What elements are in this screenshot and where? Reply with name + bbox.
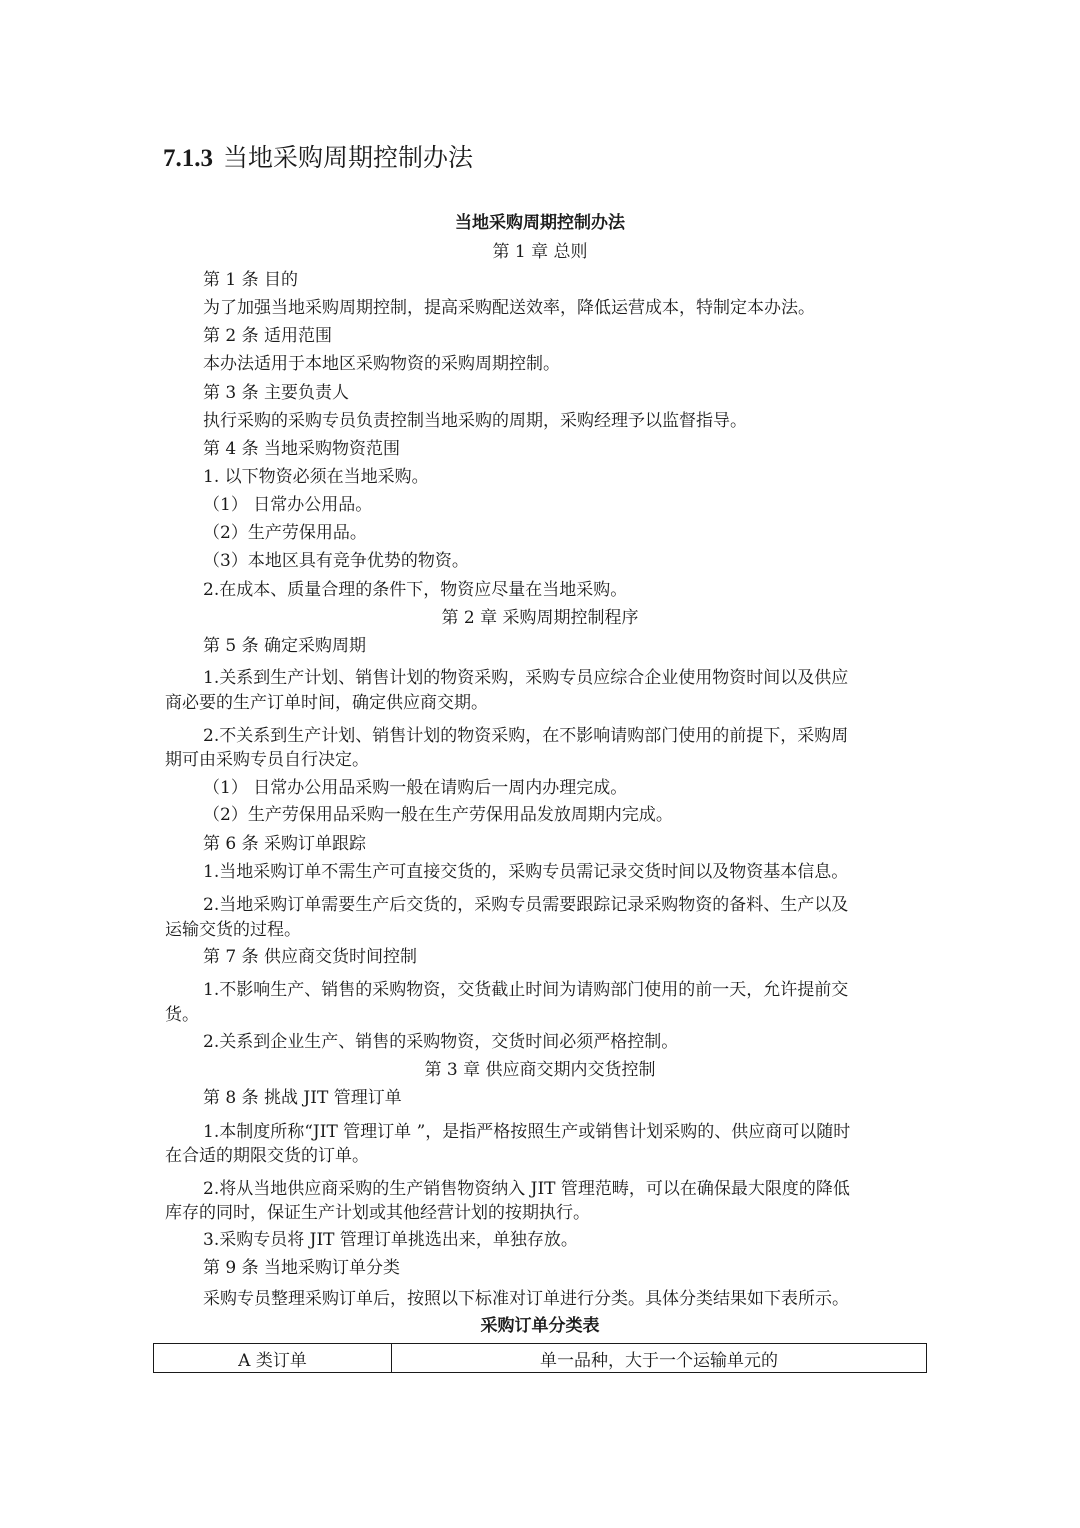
table-cell: A 类订单 [154, 1344, 392, 1373]
paragraph-line: 2.当地采购订单需要生产后交货的，采购专员需要跟踪记录采购物资的备料、生产以及 [203, 895, 849, 915]
article-heading: 第 9 条 当地采购订单分类 [203, 1258, 401, 1278]
paragraph-line: 1. 以下物资必须在当地采购。 [203, 467, 429, 487]
article-heading: 第 8 条 挑战 JIT 管理订单 [203, 1088, 402, 1108]
table-row [154, 1344, 927, 1373]
paragraph-line: 2.在成本、质量合理的条件下，物资应尽量在当地采购。 [203, 580, 628, 600]
paragraph-line: 为了加强当地采购周期控制，提高采购配送效率，降低运营成本，特制定本办法。 [203, 298, 815, 318]
paragraph-line: 运输交货的过程。 [165, 920, 301, 940]
list-item: （2）生产劳保用品。 [203, 523, 367, 543]
list-item: （2）生产劳保用品采购一般在生产劳保用品发放周期内完成。 [203, 805, 673, 825]
paragraph-line: 1.本制度所称“JIT 管理订单 ”，是指严格按照生产或销售计划采购的、供应商可以随时 [203, 1122, 851, 1142]
paragraph-line: 1.当地采购订单不需生产可直接交货的，采购专员需记录交货时间以及物资基本信息。 [203, 862, 849, 882]
section-heading [163, 140, 473, 177]
paragraph-line: 期可由采购专员自行决定。 [165, 750, 369, 770]
list-item: （1） 日常办公用品。 [203, 495, 373, 515]
table-cell: 单一品种，大于一个运输单元的 [392, 1344, 927, 1373]
order-classification-table [153, 1343, 927, 1373]
paragraph-line: 2.不关系到生产计划、销售计划的物资采购，在不影响请购部门使用的前提下，采购周 [203, 726, 849, 746]
table-title: 采购订单分类表 [480, 1316, 600, 1336]
paragraph-line: 1.关系到生产计划、销售计划的物资采购，采购专员应综合企业使用物资时间以及供应 [203, 668, 849, 688]
paragraph-line: 采购专员整理采购订单后，按照以下标准对订单进行分类。具体分类结果如下表所示。 [203, 1289, 849, 1309]
paragraph-line: 3.采购专员将 JIT 管理订单挑选出来，单独存放。 [203, 1230, 578, 1250]
list-item: （3）本地区具有竞争优势的物资。 [203, 551, 469, 571]
paragraph-line: 库存的同时，保证生产计划或其他经营计划的按期执行。 [165, 1203, 590, 1223]
section-number: 7.1.3 [163, 145, 213, 172]
section-title: 当地采购周期控制办法 [223, 143, 474, 172]
article-heading: 第 5 条 确定采购周期 [203, 636, 367, 656]
paragraph-line: 2.关系到企业生产、销售的采购物资，交货时间必须严格控制。 [203, 1032, 679, 1052]
article-heading: 第 7 条 供应商交货时间控制 [203, 947, 418, 967]
paragraph-line: 本办法适用于本地区采购物资的采购周期控制。 [203, 354, 560, 374]
paragraph-line: 1.不影响生产、销售的采购物资，交货截止时间为请购部门使用的前一天，允许提前交 [203, 980, 849, 1000]
paragraph-line: 货。 [165, 1005, 199, 1025]
document-title: 当地采购周期控制办法 [455, 213, 625, 233]
chapter-heading: 第 3 章 供应商交期内交货控制 [424, 1060, 656, 1080]
article-heading: 第 3 条 主要负责人 [203, 383, 350, 403]
chapter-heading: 第 1 章 总则 [492, 242, 588, 262]
chapter-heading: 第 2 章 采购周期控制程序 [441, 608, 639, 628]
paragraph-line: 在合适的期限交货的订单。 [165, 1146, 369, 1166]
list-item: （1） 日常办公用品采购一般在请购后一周内办理完成。 [203, 778, 628, 798]
article-heading: 第 4 条 当地采购物资范围 [203, 439, 401, 459]
article-heading: 第 1 条 目的 [203, 270, 299, 290]
paragraph-line: 执行采购的采购专员负责控制当地采购的周期，采购经理予以监督指导。 [203, 411, 747, 431]
article-heading: 第 2 条 适用范围 [203, 326, 333, 346]
article-heading: 第 6 条 采购订单跟踪 [203, 834, 367, 854]
paragraph-line: 2.将从当地供应商采购的生产销售物资纳入 JIT 管理范畴，可以在确保最大限度的降低 [203, 1179, 850, 1199]
paragraph-line: 商必要的生产订单时间，确定供应商交期。 [165, 693, 488, 713]
